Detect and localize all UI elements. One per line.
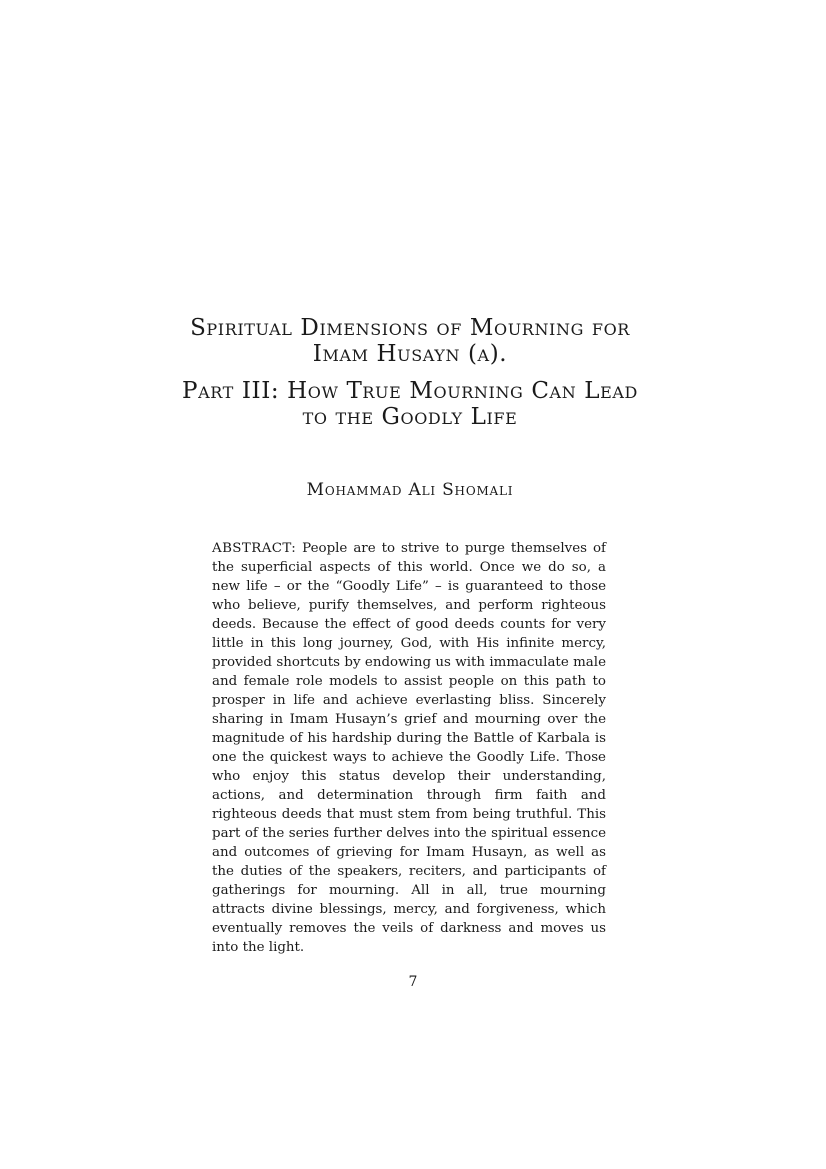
article-subtitle bbox=[140, 378, 680, 430]
abstract-text: People are to strive to purge themselves of the superficial aspects of this world. Once we do so, a new life – or the “Goodly Life” – is guaranteed to those who believe, purify themselves, and perform righteous deeds. Because the effect of good deeds counts for very little in this long journey, God, with His infinite mercy, provided shortcuts by endowing us with immaculate male and female role models to assist people on this path to prosper in life and achieve everlasting bliss. Sincerely sharing in Imam Husayn’s grief and mourning over the magnitude of his hardship during the Battle of Karbala is one the quickest ways to achieve the Goodly Life. Those who enjoy this status develop their understanding, actions, and determination through firm faith and righteous deeds that must stem from being truthful. This part of the series further delves into the spiritual essence and outcomes of grieving for Imam Husayn, as well as the duties of the speakers, reciters, and participants of gatherings for mourning. All in all, true mourning attracts divine blessings, mercy, and forgiveness, which eventually removes the veils of darkness and moves us into the light. bbox=[212, 541, 606, 955]
abstract-label: ABSTRACT: bbox=[212, 541, 297, 556]
article-title bbox=[140, 315, 680, 367]
abstract-paragraph bbox=[212, 539, 606, 957]
page-number: 7 bbox=[408, 974, 418, 990]
article-title-line-2: Imam Husayn (a). bbox=[312, 341, 508, 367]
article-title-line-1: Spiritual Dimensions of Mourning for bbox=[190, 315, 630, 341]
article-subtitle-line-1: Part III: How True Mourning Can Lead bbox=[182, 378, 638, 404]
article-subtitle-line-2: to the Goodly Life bbox=[302, 404, 518, 430]
author-name: Mohammad Ali Shomali bbox=[306, 480, 514, 500]
